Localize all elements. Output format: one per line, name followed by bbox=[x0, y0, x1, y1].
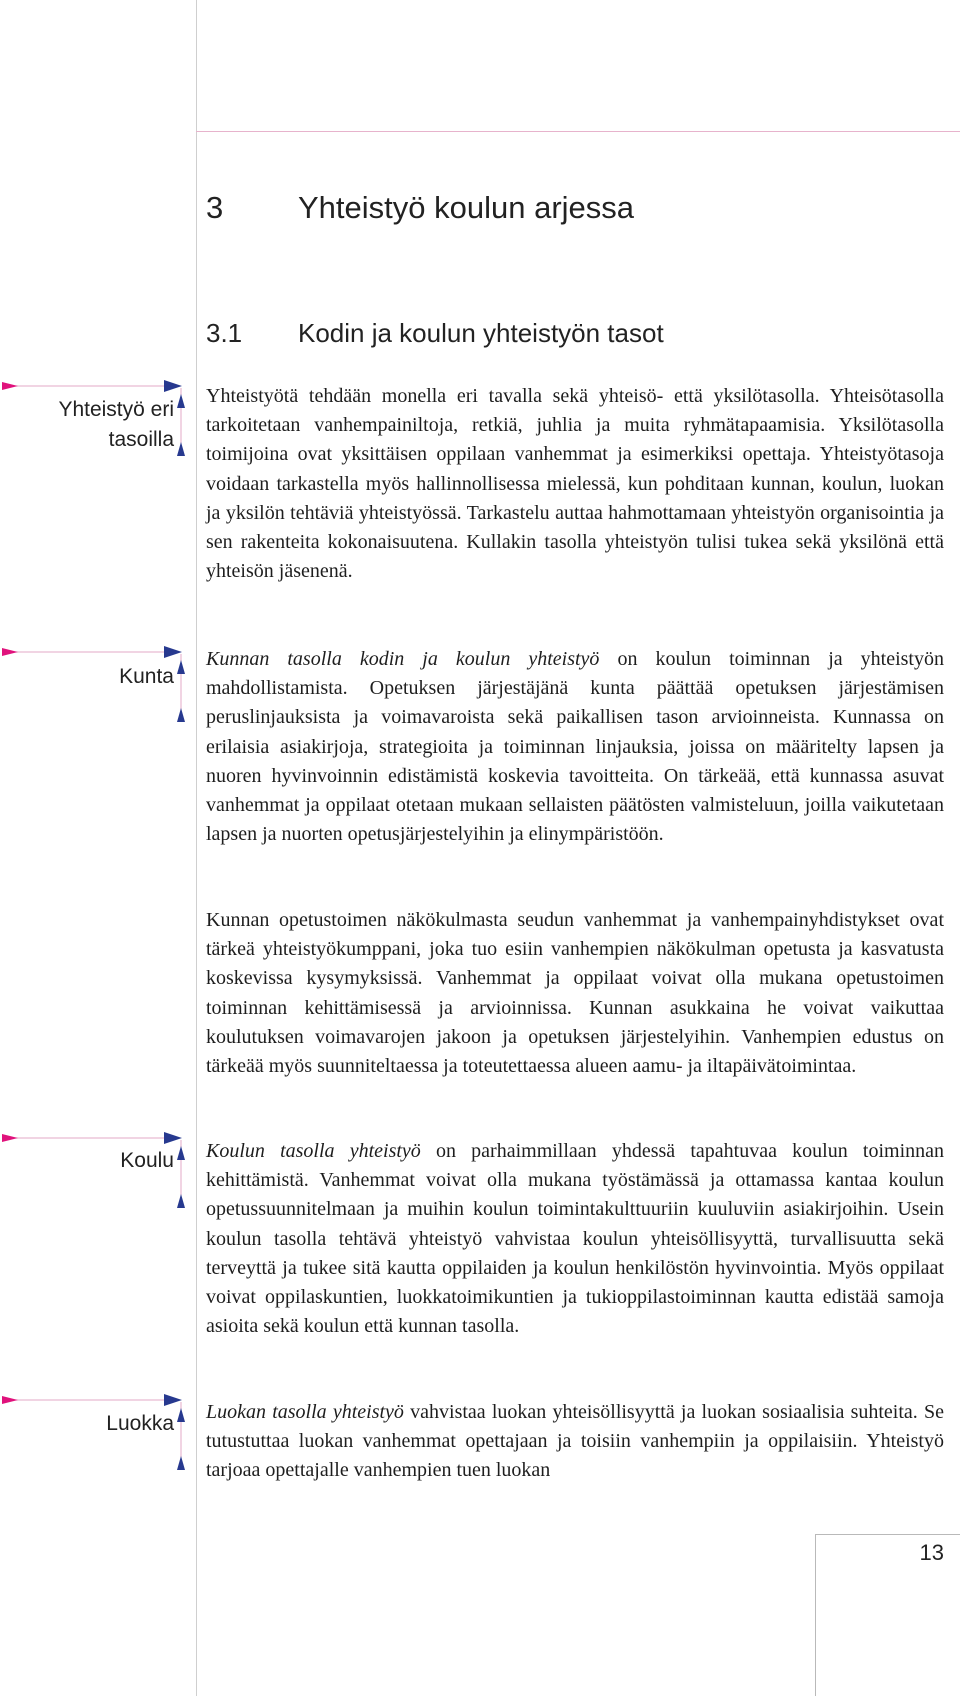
paragraph-text: on parhaimmillaan yhdessä tapahtuvaa koulun toiminnan kehittämistä. Vanhemmat voivat olla mukana työstämässä ja ottamassa kantaa koulun opetussuunnitelmaan ja muihin koulun toimintakulttuuriin kuuluviin asiakirjoihin. Usein koulun tasolla tehtävä yhteistyö vahvistaa koulun yhteisöllisyyttä, turvallisuutta sekä terveyttä ja tukee sitä kautta oppilaiden ja koulun henkilöstön hyvinvointia. Myös oppilaat voivat oppilaskuntien, luokkatoimikuntien ja tukioppilastoiminnan kautta edistää samoja asioita sekä koulun että kunnan tasolla. bbox=[206, 1140, 944, 1338]
paragraph-class bbox=[206, 1398, 944, 1486]
paragraph-school bbox=[206, 1137, 944, 1341]
margin-label-municipality: Kunta bbox=[119, 665, 174, 688]
paragraph-collaboration-levels bbox=[206, 382, 944, 586]
section-number: 3.1 bbox=[206, 318, 243, 348]
chapter-title: Yhteistyö koulun arjessa bbox=[298, 190, 635, 225]
paragraph-text: Yhteistyötä tehdään monella eri tavalla sekä yhteisö- että yksilötasolla. Yhteisötasolla tarkoitetaan vanhempainiltoja, retkiä, juhlia ja muita ryhmätapaamisia. Yksilötasolla toimijoina ovat yksittäisen oppilaan vanhemmat ja esimerkiksi opettaja. Yhteistyötasoja voidaan tarkastella myös hallinnollisessa mielessä, kun pohditaan kunnan, koulun, luokan ja yksilön tehtäviä yhteistyössä. Tarkastelu auttaa hahmottamaan yhteistyön organisointia ja sen rakenteita kokonaisuutena. Kullakin tasolla yhteistyön tulisi tukea sekä yksilönä että yhteisön jäsenenä. bbox=[206, 385, 944, 583]
margin-label-class: Luokka bbox=[106, 1412, 174, 1435]
paragraph-lead-italic: Koulun tasolla yhteistyö bbox=[206, 1140, 421, 1162]
section-heading bbox=[206, 318, 664, 349]
paragraph-text: on koulun toiminnan ja yhteistyön mahdollistamista. Opetuksen järjestäjänä kunta päättää opetuksen järjestämisen peruslinjauksista ja voimavaroista sekä paikallisen tason arvioinneista. Kunnassa on erilaisia asiakirjoja, strategioita ja toiminnan linjauksia, joissa on määritelty lapsen ja nuoren hyvinvoinnin edistämistä koskevia tavoitteita. On tärkeää, että kunnassa asuvat vanhemmat ja oppilaat otetaan mukaan sellaisten päätösten valmisteluun, joilla vaikutetaan lapsen ja nuorten opetusjärjestelyihin ja elinympäristöön. bbox=[206, 648, 944, 846]
section-title: Kodin ja koulun yhteistyön tasot bbox=[298, 318, 664, 348]
paragraph-municipality bbox=[206, 645, 944, 849]
paragraph-lead-italic: Luokan tasolla yhteistyö bbox=[206, 1401, 404, 1423]
paragraph-text: Kunnan opetustoimen näkökulmasta seudun vanhemmat ja vanhempainyhdistykset ovat tärkeä yhteistyökumppani, joka tuo esiin vanhempien näkökulman opetusta ja kasvatusta koskevissa kysymyksissä. Vanhemmat ja oppilaat voivat olla mukana opetustoimen toiminnan kehittämisessä ja arvioinnissa. Kunnan asukkaina he voivat vaikuttaa koulutuksen voimavarojen jakoon ja opetuksen järjestelyihin. Vanhempien edustus on tärkeää myös suunniteltaessa ja toteutettaessa alueen aamu- ja iltapäivätoimintaa. bbox=[206, 909, 944, 1078]
chapter-number: 3 bbox=[206, 190, 224, 225]
page-frame-vertical-rule bbox=[196, 0, 197, 1696]
paragraph-text: vahvistaa luokan yhteisöllisyyttä ja luokan sosiaalisia suhteita. Se tutustuttaa luokan vanhemmat opettajaan ja toisiin vanhempiin ja oppilaisiin. Yhteistyö tarjoaa opettajalle vanhempien tuen luokan bbox=[206, 1401, 944, 1482]
page-number-box-rule-horizontal bbox=[815, 1534, 960, 1535]
margin-label-levels: Yhteistyö eri tasoilla bbox=[58, 398, 174, 451]
paragraph-municipal-education bbox=[206, 906, 944, 1081]
page-number: 13 bbox=[919, 1540, 944, 1565]
paragraph-lead-italic: Kunnan tasolla kodin ja koulun yhteistyö bbox=[206, 648, 600, 670]
page-number-box-rule-vertical bbox=[815, 1534, 816, 1696]
page-frame-horizontal-rule bbox=[196, 131, 960, 132]
margin-label-school: Koulu bbox=[120, 1149, 174, 1172]
chapter-heading bbox=[206, 190, 634, 226]
